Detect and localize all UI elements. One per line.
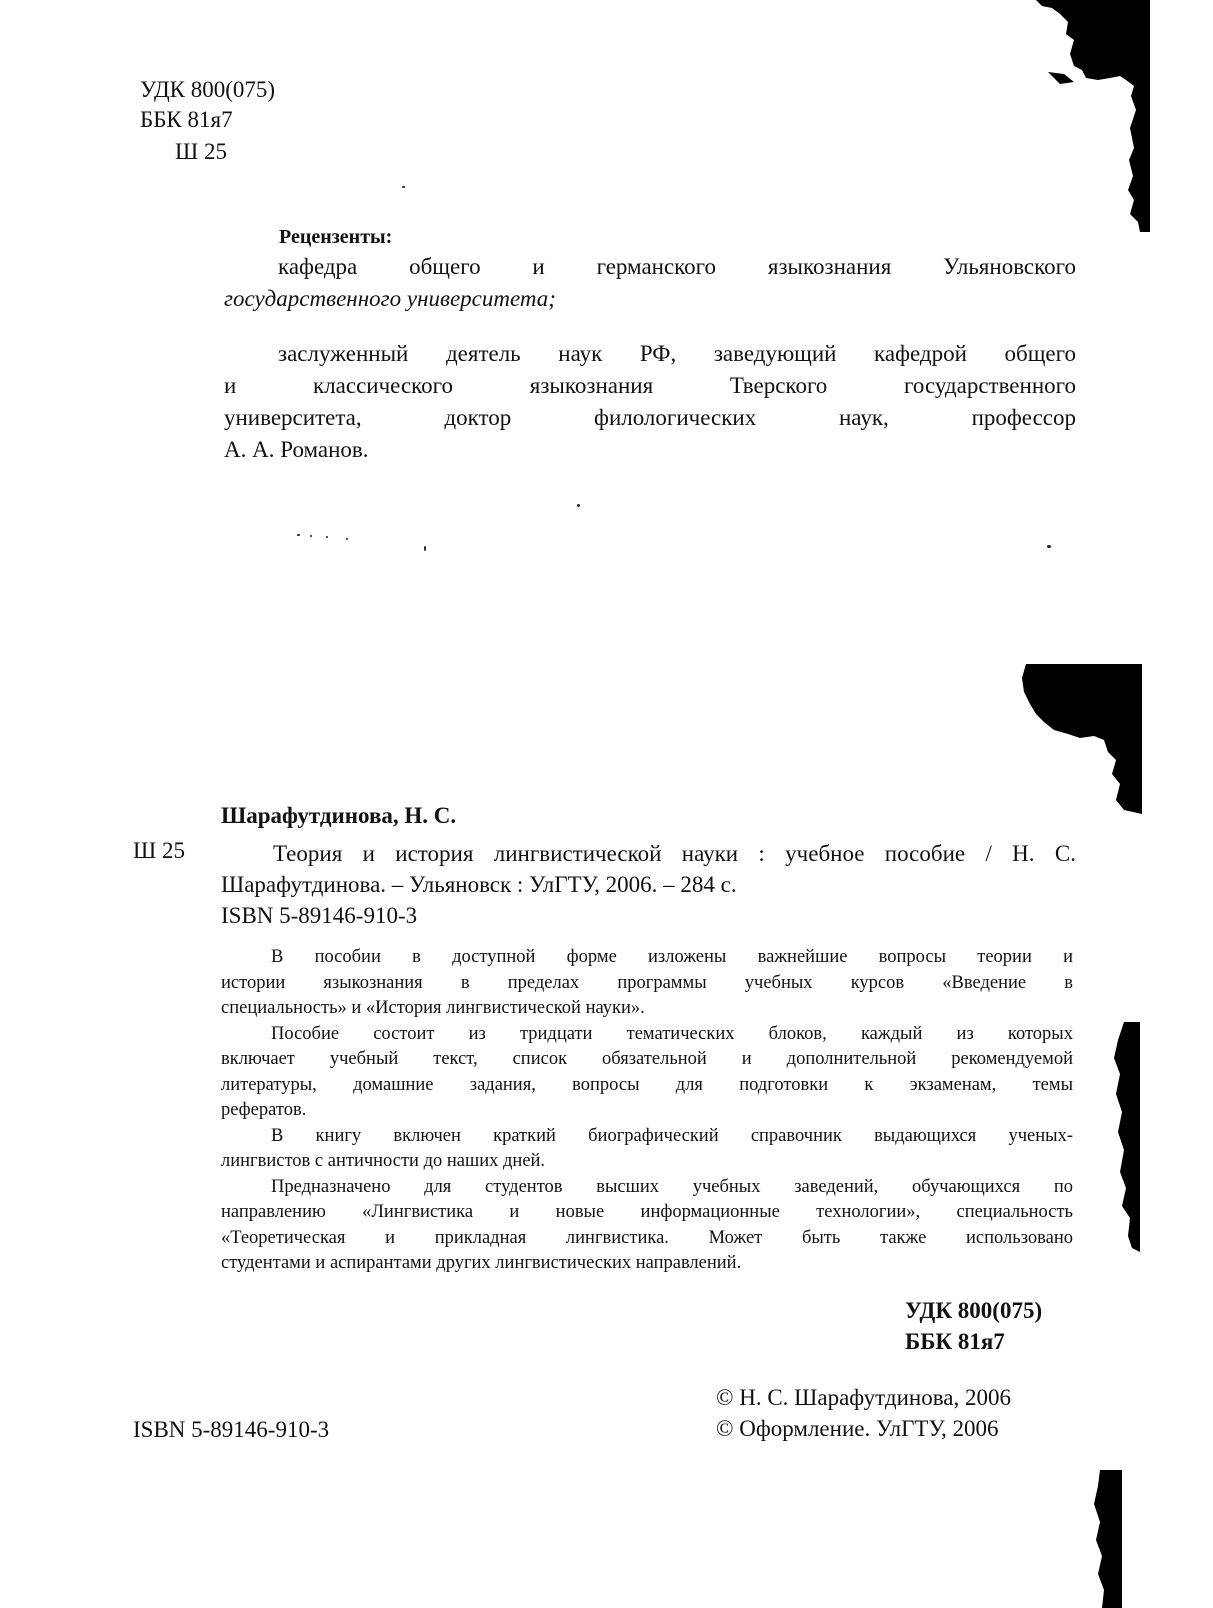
bib-isbn: ISBN 5-89146-910-3: [221, 903, 418, 928]
bib-line: Теория и история лингвистической науки : учебное пособие / Н. С.: [273, 841, 1076, 866]
reviewer-first-line: кафедра общего и германского языкознания Ульяновского: [278, 254, 1076, 279]
reviewer-second-line: А. А. Романов.: [224, 437, 369, 462]
annotation-line: Пособие состоит из тридцати тематических блоков, каждый из которых: [271, 1023, 1073, 1044]
udk-code-top: УДК 800(075): [140, 77, 276, 102]
scan-edge-middle: [1020, 664, 1150, 814]
copyright-author: © Н. С. Шарафутдинова, 2006: [716, 1385, 1011, 1410]
scan-speck: [577, 504, 580, 507]
reviewer-second-line: университета, доктор филологических наук, профессор: [224, 405, 1076, 430]
annotation-line: лингвистов с античности до наших дней.: [221, 1151, 546, 1171]
scan-speck: [402, 186, 405, 188]
scan-speck: [1047, 545, 1051, 548]
bib-line: Шарафутдинова. – Ульяновск : УлГТУ, 2006. – 284 с.: [221, 872, 737, 897]
annotation-line: «Теоретическая и прикладная лингвистика. Может быть также использовано: [221, 1227, 1073, 1248]
author-heading: Шарафутдинова, Н. С.: [221, 803, 457, 828]
reviewer-second: [224, 338, 1076, 466]
copyright-design: © Оформление. УлГТУ, 2006: [716, 1416, 999, 1441]
reviewers-heading: Рецензенты:: [279, 226, 393, 248]
annotation-line: специальность» и «История лингвистической науки».: [221, 998, 645, 1018]
isbn-bottom: ISBN 5-89146-910-3: [133, 1417, 330, 1442]
annotation-line: литературы, домашние задания, вопросы для подготовки к экзаменам, темы: [221, 1074, 1073, 1095]
udk-code-bottom: УДК 800(075): [905, 1298, 1043, 1323]
author-mark: Ш 25: [133, 838, 185, 863]
scan-speck: [297, 534, 300, 536]
reviewer-second-line: заслуженный деятель наук РФ, заведующий кафедрой общего: [278, 341, 1076, 366]
annotation-line: студентами и аспирантами других лингвистических направлений.: [221, 1253, 742, 1273]
scan-edge-bottom: [1090, 1470, 1150, 1608]
bbk-code-bottom: ББК 81я7: [905, 1329, 1005, 1354]
reviewer-first-line: государственного университета;: [224, 286, 556, 311]
annotation: [221, 945, 1073, 1277]
annotation-line: включает учебный текст, список обязательной и дополнительной рекомендуемой: [221, 1049, 1073, 1069]
annotation-line: В пособии в доступной форме изложены важнейшие вопросы теории и: [271, 947, 1073, 967]
scan-speck: [310, 535, 312, 537]
scan-edge-top: [1030, 0, 1150, 232]
scan-speck: [346, 538, 348, 540]
reviewer-first: [224, 251, 1076, 315]
annotation-line: Предназначено для студентов высших учебных заведений, обучающихся по: [271, 1176, 1073, 1197]
scan-edge-lower: [1110, 1022, 1150, 1252]
annotation-line: направлению «Лингвистика и новые информационные технологии», специальность: [221, 1202, 1073, 1222]
bibliographic-description: [221, 838, 1076, 931]
reviewer-second-line: и классического языкознания Тверского государственного: [224, 373, 1076, 398]
annotation-line: истории языкознания в пределах программы учебных курсов «Введение в: [221, 972, 1073, 993]
annotation-line: рефератов.: [221, 1100, 307, 1120]
scan-speck: [326, 536, 328, 538]
author-mark-top: Ш 25: [175, 139, 227, 164]
annotation-line: В книгу включен краткий биографический справочник выдающихся ученых-: [271, 1125, 1073, 1146]
bbk-code-top: ББК 81я7: [140, 107, 233, 132]
scan-speck: [424, 546, 426, 551]
